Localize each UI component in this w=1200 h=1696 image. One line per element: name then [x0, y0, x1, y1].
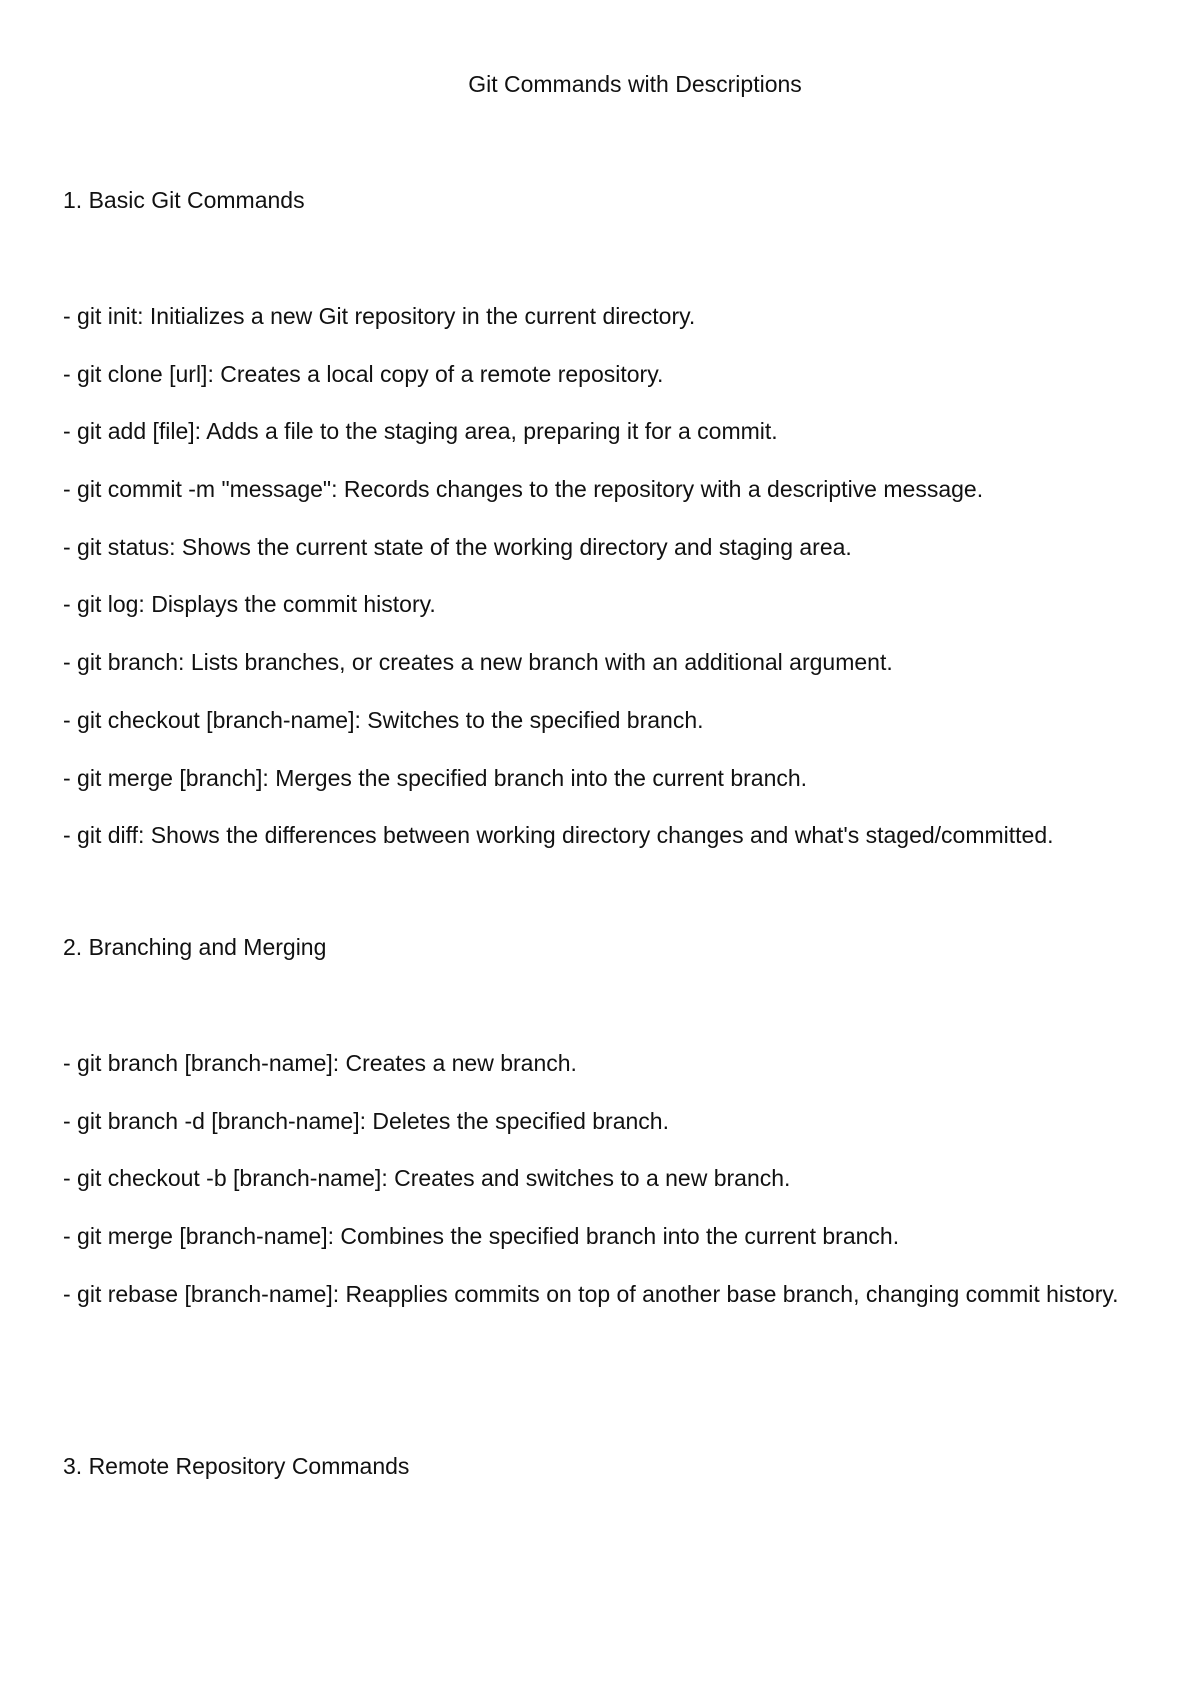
- list-item: - git merge [branch]: Merges the specified branch into the current branch.: [63, 765, 808, 791]
- list-item: - git branch -d [branch-name]: Deletes the specified branch.: [63, 1108, 669, 1134]
- list-item: - git diff: Shows the differences between working directory changes and what's staged/committed.: [63, 822, 1054, 848]
- list-item: - git clone [url]: Creates a local copy of a remote repository.: [63, 361, 664, 387]
- document-title: Git Commands with Descriptions: [468, 71, 802, 97]
- list-item: - git status: Shows the current state of the working directory and staging area.: [63, 534, 852, 560]
- list-item: - git branch [branch-name]: Creates a new branch.: [63, 1050, 577, 1076]
- section-heading-remote: 3. Remote Repository Commands: [63, 1453, 410, 1479]
- list-item: - git add [file]: Adds a file to the staging area, preparing it for a commit.: [63, 418, 778, 444]
- list-item: - git checkout -b [branch-name]: Creates and switches to a new branch.: [63, 1165, 791, 1191]
- list-item: - git commit -m "message": Records changes to the repository with a descriptive message.: [63, 476, 984, 502]
- list-item: - git checkout [branch-name]: Switches to the specified branch.: [63, 707, 704, 733]
- list-item: - git log: Displays the commit history.: [63, 591, 436, 617]
- list-item: - git rebase [branch-name]: Reapplies commits on top of another base branch, changing commit history.: [63, 1281, 1119, 1307]
- section-heading-basic: 1. Basic Git Commands: [63, 187, 305, 213]
- list-item: - git merge [branch-name]: Combines the specified branch into the current branch.: [63, 1223, 900, 1249]
- section-heading-branching: 2. Branching and Merging: [63, 934, 327, 960]
- list-item: - git branch: Lists branches, or creates a new branch with an additional argument.: [63, 649, 893, 675]
- list-item: - git init: Initializes a new Git repository in the current directory.: [63, 303, 696, 329]
